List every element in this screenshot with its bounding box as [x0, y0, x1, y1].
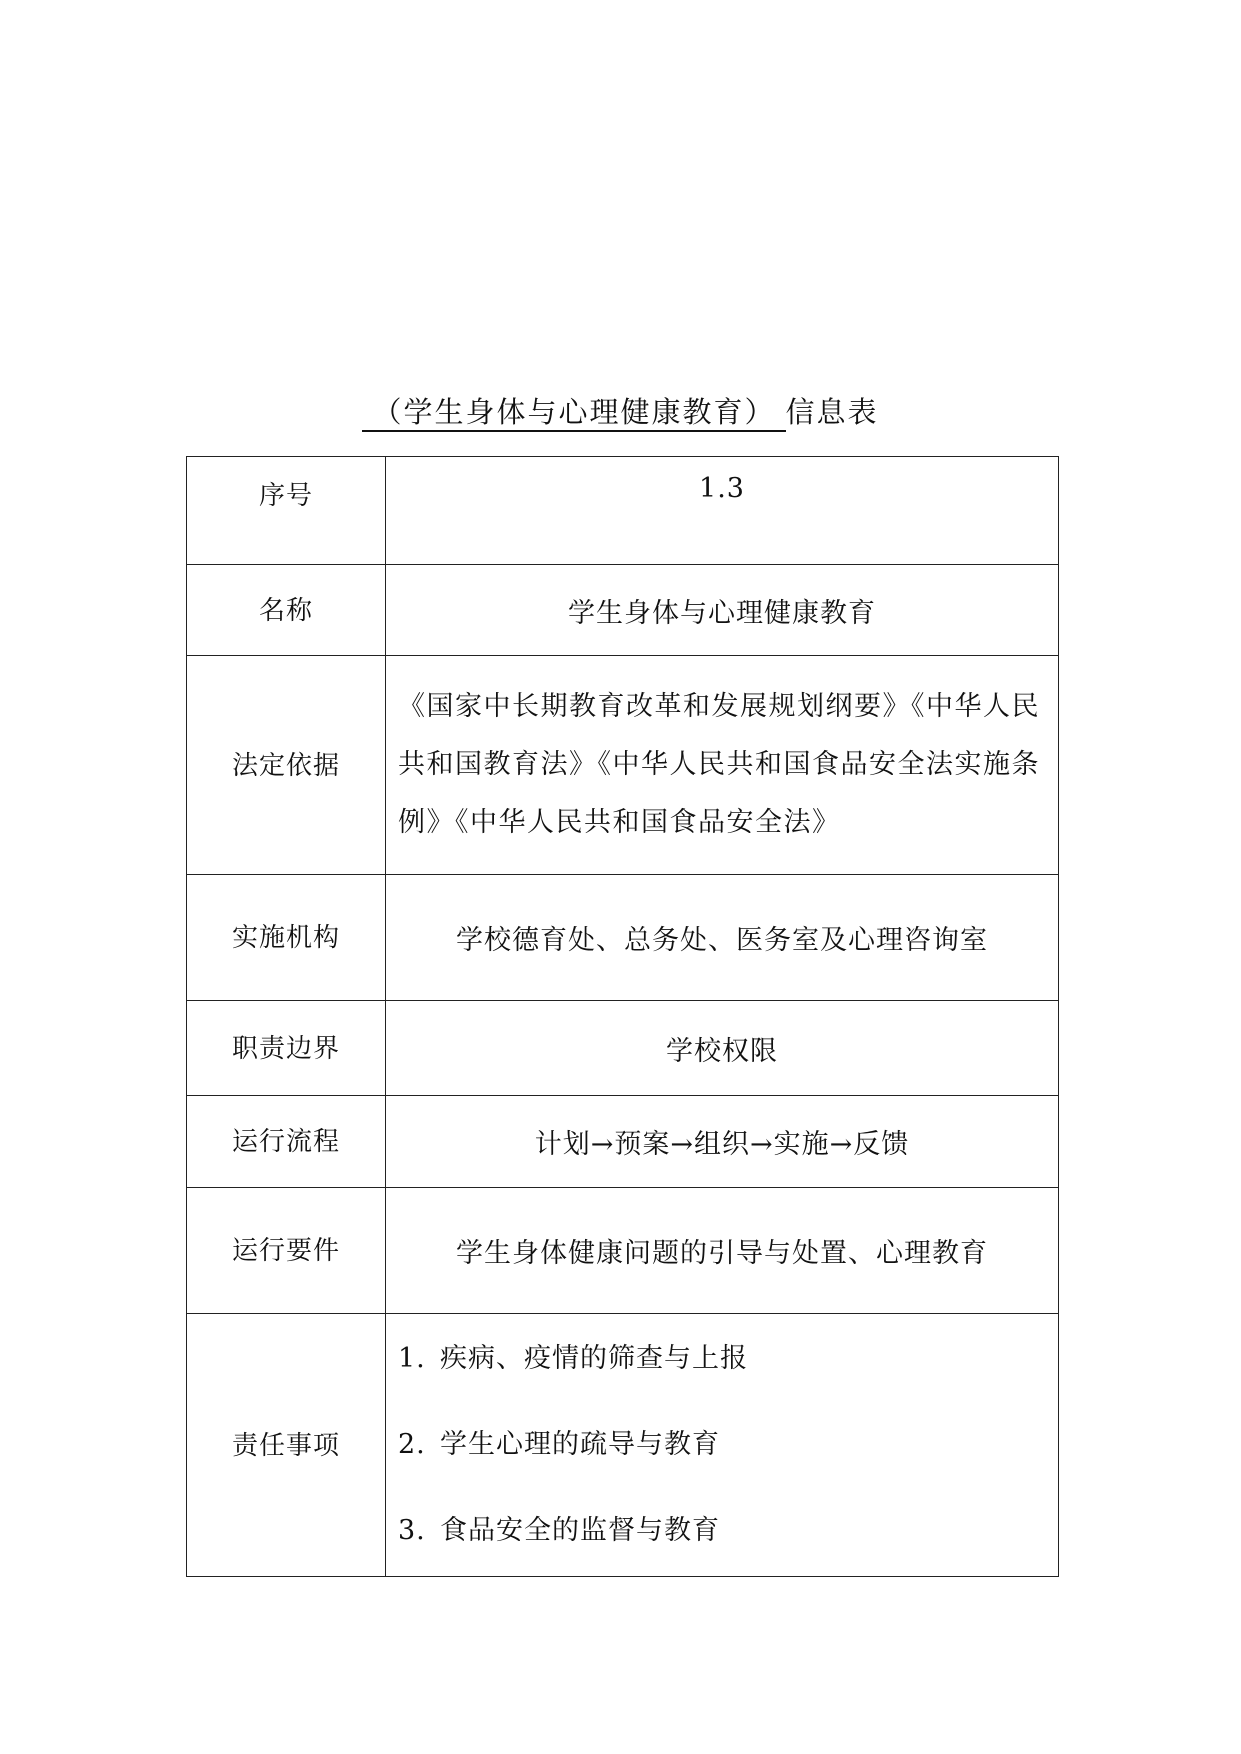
agency-value: 学校德育处、总务处、医务室及心理咨询室 [386, 875, 1059, 1001]
flow-label: 运行流程 [187, 1096, 386, 1188]
list-item-text: 食品安全的监督与教育 [440, 1515, 720, 1546]
table-row [187, 1096, 1059, 1188]
seq-value: 1.3 [386, 457, 1059, 565]
table-row [187, 457, 1059, 565]
table-row [187, 1188, 1059, 1314]
title-suffix: 信息表 [785, 395, 879, 429]
list-item-number: 1. [398, 1343, 426, 1374]
table-row [187, 875, 1059, 1001]
responsibilities-label: 责任事项 [187, 1314, 386, 1577]
info-table [186, 456, 1059, 1577]
table-row [187, 656, 1059, 875]
list-item-text: 学生心理的疏导与教育 [440, 1429, 720, 1460]
list-item [398, 1488, 1058, 1574]
list-item-number: 3. [398, 1515, 426, 1546]
requirements-value: 学生身体健康问题的引导与处置、心理教育 [386, 1188, 1059, 1314]
table-row [187, 1001, 1059, 1096]
list-item-number: 2. [398, 1429, 426, 1460]
flow-value: 计划→预案→组织→实施→反馈 [386, 1096, 1059, 1188]
page-title [0, 392, 1241, 432]
list-item [398, 1316, 1058, 1402]
seq-label: 序号 [187, 457, 386, 565]
name-value: 学生身体与心理健康教育 [386, 565, 1059, 656]
basis-value: 《国家中长期教育改革和发展规划纲要》《中华人民共和国教育法》《中华人民共和国食品安全法实施条例》《中华人民共和国食品安全法》 [386, 656, 1059, 875]
responsibilities-list [386, 1314, 1059, 1577]
agency-label: 实施机构 [187, 875, 386, 1001]
list-item-text: 疾病、疫情的筛查与上报 [440, 1343, 748, 1374]
table-row [187, 565, 1059, 656]
name-label: 名称 [187, 565, 386, 656]
boundary-value: 学校权限 [386, 1001, 1059, 1096]
list-item [398, 1402, 1058, 1488]
requirements-label: 运行要件 [187, 1188, 386, 1314]
title-underlined-part: （学生身体与心理健康教育） [362, 394, 785, 432]
table-row [187, 1314, 1059, 1577]
basis-label: 法定依据 [187, 656, 386, 875]
boundary-label: 职责边界 [187, 1001, 386, 1096]
